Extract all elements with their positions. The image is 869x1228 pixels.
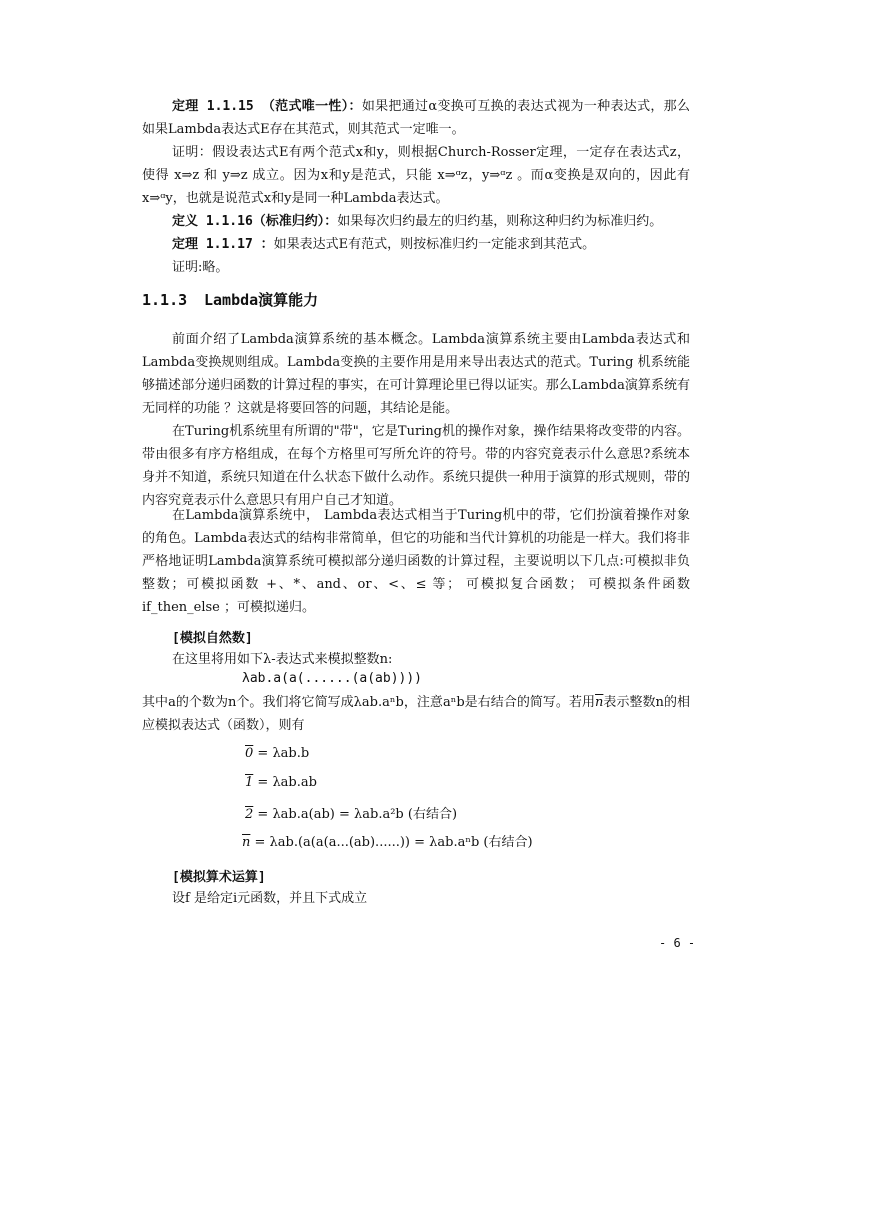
section-heading xyxy=(142,289,318,310)
formula-symbol: $\overline{n}$ xyxy=(242,835,251,850)
text-part-b: 表示整数n的相应模拟表达式（函数），则有 xyxy=(142,695,690,733)
paragraph-1: 前面介绍了Lambda演算系统的基本概念。Lambda演算系统主要由Lambda表达式和Lambda变换规则组成。Lambda变换的主要作用是用来导出表达式的范式。Turing 机系统能够描述部分递归函数的计算过程的事实，在可计算理论里已得以证实。那么Lambda演算系统有无同样的功能 ？这就是将要回答的问题，其结论是能。 xyxy=(142,332,690,416)
theorem-text: 如果把通过α变换可互换的表达式视为一种表达式，那么如果Lambda表达式E存在其范式，则其范式一定唯一。 xyxy=(142,99,690,137)
page-number: - 6 - xyxy=(659,936,696,950)
proof-1-1-17: 证明:略。 xyxy=(172,260,229,275)
theorem-1-1-17 xyxy=(142,233,690,256)
n-overline-symbol: $\overline{n}$ xyxy=(595,695,604,710)
formula-rhs: = λab.(a(a(a...(ab)......)) = λab.aⁿb (右结合) xyxy=(250,835,533,850)
formula-symbol: 1 xyxy=(245,775,254,790)
section-number: 1.1.3 xyxy=(142,291,188,309)
subsection-heading-natural-numbers: [模拟自然数] xyxy=(172,631,253,646)
formula-rhs: = λab.ab xyxy=(253,775,317,790)
paragraph-2: 在Turing机系统里有所谓的"带"，它是Turing机的操作对象，操作结果将改变带的内容。带由很多有序方格组成，在每个方格里可写所允许的符号。带的内容究竟表示什么意思?系统本身并不知道，系统只知道在什么状态下做什么动作。系统只提供一种用于演算的形式规则，带的内容究竟表示什么意思只有用户自己才知道。 xyxy=(142,424,690,508)
formula-0 xyxy=(245,746,309,761)
formula-symbol: 2 xyxy=(245,807,254,822)
definition-label: 定义 1.1.16（标准归约）： xyxy=(172,214,338,229)
formula-rhs: = λab.b xyxy=(253,746,310,761)
natural-numbers-text xyxy=(142,691,690,737)
formula-1 xyxy=(245,775,317,790)
paragraph-3: 在Lambda演算系统中， Lambda表达式相当于Turing机中的带，它们扮演着操作对象的角色。Lambda表达式的结构非常简单，但它的功能和当代计算机的功能是一样大。我们将非严格地证明Lambda演算系统可模拟部分递归函数的计算过程，主要说明以下几点:可模拟非负整数；可模拟函数 +、*、and、or、<、≤ 等； 可模拟复合函数； 可模拟条件函数if_then_else ；可模拟递归。 xyxy=(142,508,690,615)
proof-1-1-15: 证明：假设表达式E有两个范式x和y，则根据Church-Rosser定理，一定存在表达式z，使得 x⇒z 和 y⇒z 成立。因为x和y是范式，只能 x⇒ᵅz，y⇒ᵅz 。而α变换是双向的，因此有x⇒ᵅy，也就是说范式x和y是同一种Lambda表达式。 xyxy=(142,145,690,206)
section-title: Lambda演算能力 xyxy=(204,291,319,309)
formula-n xyxy=(242,831,533,850)
formula-rhs: = λab.a(ab) = λab.a²b (右结合) xyxy=(253,807,458,822)
definition-text: 如果每次归约最左的归约基，则称这种归约为标准归约。 xyxy=(337,214,663,229)
lambda-expression: λab.a(a(......(a(ab)))) xyxy=(242,671,423,686)
theorem-text: 如果表达式E有范式，则按标准归约一定能求到其范式。 xyxy=(273,237,596,252)
theorem-1-1-15 xyxy=(142,95,690,141)
theorem-label: 定理 1.1.15 （范式唯一性）： xyxy=(172,99,362,114)
definition-1-1-16 xyxy=(142,210,690,233)
text-part-a: 其中a的个数为n个。我们将它简写成λab.aⁿb，注意aⁿb是右结合的简写。若用 xyxy=(142,695,596,710)
theorem-label: 定理 1.1.17 ： xyxy=(172,237,274,252)
formula-symbol: 0 xyxy=(245,746,254,761)
formula-2 xyxy=(245,803,457,822)
natural-numbers-intro: 在这里将用如下λ-表达式来模拟整数n: xyxy=(172,652,393,667)
subsection-heading-arithmetic: [模拟算术运算] xyxy=(172,870,266,885)
arithmetic-intro: 设f 是给定i元函数，并且下式成立 xyxy=(172,891,368,906)
